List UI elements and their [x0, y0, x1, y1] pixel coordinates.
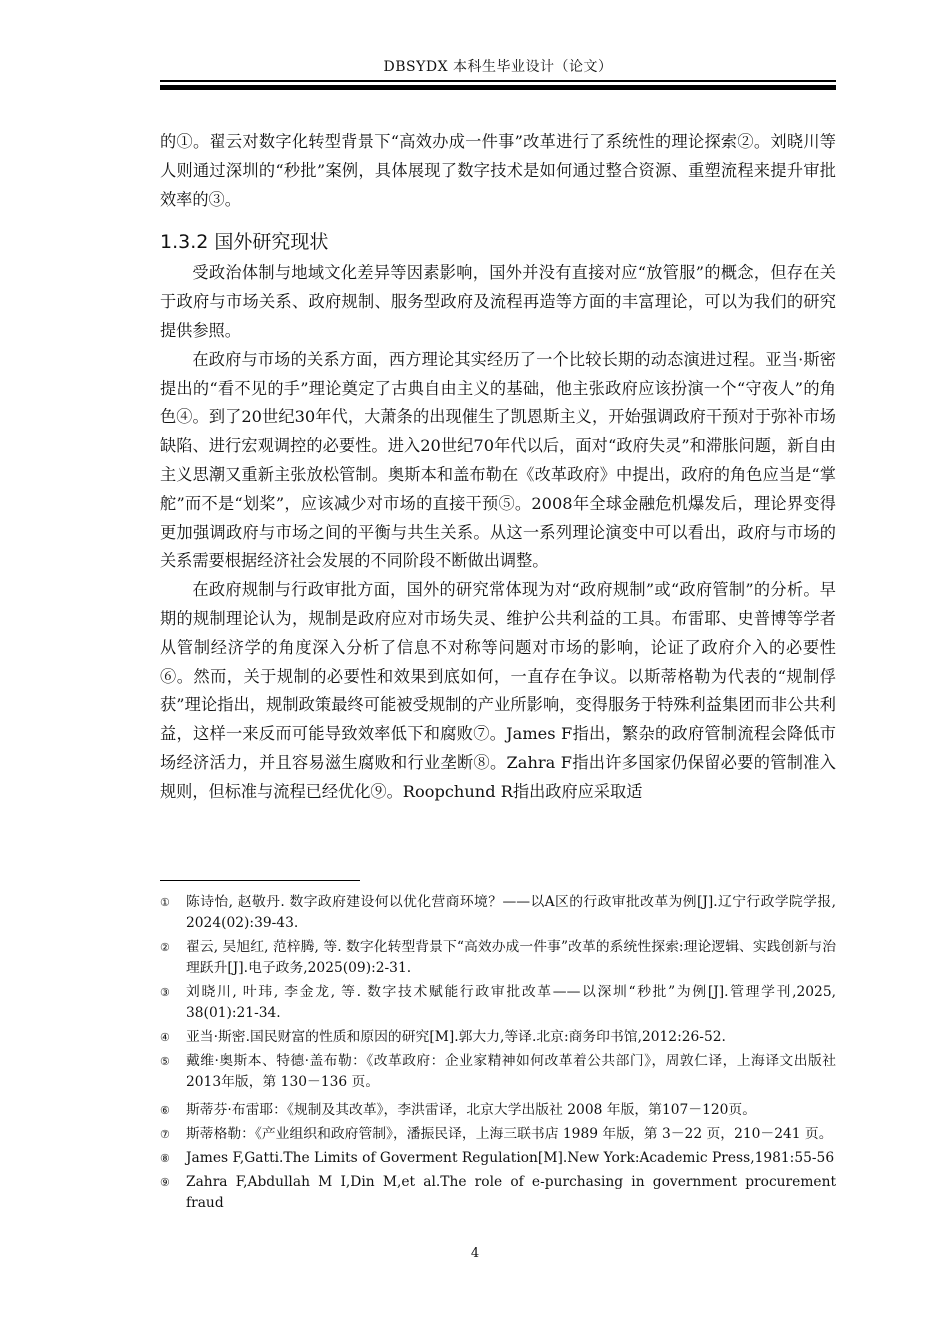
footnote-number: ⑥ [160, 1104, 170, 1117]
footnote [160, 1148, 836, 1169]
footnote [160, 1100, 836, 1121]
footnote-number: ⑧ [160, 1152, 170, 1165]
footnotes-group-2 [160, 1100, 836, 1217]
footnote-rule [160, 880, 360, 881]
main-text [160, 128, 836, 807]
footnote [160, 982, 836, 1024]
section-heading: 1.3.2 国外研究现状 [160, 231, 329, 254]
paragraph-1: 受政治体制与地域文化差异等因素影响，国外并没有直接对应“放管服”的概念，但存在关于政府与市场关系、政府规制、服务型政府及流程再造等方面的丰富理论，可以为我们的研究提供参照。 [160, 263, 836, 340]
footnote-text: James F,Gatti.The Limits of Goverment Regulation[M].New York:Academic Press,1981:55-56 [186, 1150, 835, 1166]
footnote-text: 斯蒂芬·布雷耶：《规制及其改革》，李洪雷译，北京大学出版社 2008 年版，第107－120页。 [186, 1102, 757, 1118]
header-rule-thick [160, 85, 836, 90]
footnote-text: 刘晓川, 叶玮, 李金龙, 等. 数字技术赋能行政审批改革——以深圳“秒批”为例[J].管理学刊,2025, 38(01):21-34. [186, 984, 836, 1021]
paragraph-2: 在政府与市场的关系方面，西方理论其实经历了一个比较长期的动态演进过程。亚当·斯密提出的“看不见的手”理论奠定了古典自由主义的基础，他主张政府应该扮演一个“守夜人”的角色④。到了20世纪30年代，大萧条的出现催生了凯恩斯主义，开始强调政府干预对于弥补市场缺陷、进行宏观调控的必要性。进入20世纪70年代以后，面对“政府失灵”和滞胀问题，新自由主义思潮又重新主张放松管制。奥斯本和盖布勒在《改革政府》中提出，政府的角色应当是“掌舵”而不是“划桨”，应该减少对市场的直接干预⑤。2008年全球金融危机爆发后，理论界变得更加强调政府与市场之间的平衡与共生关系。从这一系列理论演变中可以看出，政府与市场的关系需要根据经济社会发展的不同阶段不断做出调整。 [160, 349, 836, 571]
footnote [160, 1027, 836, 1048]
footnotes-group-1 [160, 892, 836, 1096]
footnote-text: 斯蒂格勒：《产业组织和政府管制》，潘振民译，上海三联书店 1989 年版，第 3－22 页，210－241 页。 [186, 1126, 833, 1142]
footnote-text: 戴维·奥斯本、特德·盖布勒：《改革政府：企业家精神如何改革着公共部门》，周敦仁译，上海译文出版社 2013年版，第 130－136 页。 [186, 1053, 836, 1090]
header-rule-thin [160, 80, 836, 82]
page-number: 4 [470, 1246, 480, 1261]
footnote [160, 1124, 836, 1145]
running-header: DBSYDX 本科生毕业设计（论文） [383, 59, 613, 75]
footnote [160, 937, 836, 979]
footnote-number: ⑦ [160, 1128, 170, 1141]
footnote-number: ② [160, 941, 170, 954]
paragraph-3: 在政府规制与行政审批方面，国外的研究常体现为对“政府规制”或“政府管制”的分析。早期的规制理论认为，规制是政府应对市场失灵、维护公共利益的工具。布雷耶、史普博等学者从管制经济学的角度深入分析了信息不对称等问题对市场的影响，论证了政府介入的必要性⑥。然而，关于规制的必要性和效果到底如何，一直存在争议。以斯蒂格勒为代表的“规制俘获”理论指出，规制政策最终可能被受规制的产业所影响，变得服务于特殊利益集团而非公共利益，这样一来反而可能导致效率低下和腐败⑦。James F指出，繁杂的政府管制流程会降低市场经济活力，并且容易滋生腐败和行业垄断⑧。Zahra F指出许多国家仍保留必要的管制准入规则，但标准与流程已经优化⑨。Roopchund R指出政府应采取适 [160, 580, 836, 801]
footnote [160, 1051, 836, 1093]
footnote-number: ⑨ [160, 1176, 170, 1189]
footnote-text: 陈诗怡, 赵敬丹. 数字政府建设何以优化营商环境？——以A区的行政审批改革为例[J].辽宁行政学院学报, 2024(02):39-43. [186, 894, 836, 931]
footnote-text: 翟云, 吴旭红, 范梓腾, 等. 数字化转型背景下“高效办成一件事”改革的系统性探索:理论逻辑、实践创新与治理跃升[J].电子政务,2025(09):2-31. [186, 939, 836, 976]
footnote-number: ① [160, 896, 170, 909]
footnote-number: ④ [160, 1031, 170, 1044]
footnote-number: ③ [160, 986, 170, 999]
footnote-text: 亚当·斯密.国民财富的性质和原因的研究[M].郭大力,等译.北京:商务印书馆,2012:26-52. [186, 1029, 726, 1045]
footnote [160, 1172, 836, 1214]
footnote [160, 892, 836, 934]
footnote-number: ⑤ [160, 1055, 170, 1068]
paragraph-intro: 的①。翟云对数字化转型背景下“高效办成一件事”改革进行了系统性的理论探索②。刘晓川等人则通过深圳的“秒批”案例，具体展现了数字技术是如何通过整合资源、重塑流程来提升审批效率的③。 [160, 132, 836, 209]
footnote-text: Zahra F,Abdullah M I,Din M,et al.The role of e-purchasing in government procurement fraud [186, 1174, 836, 1211]
